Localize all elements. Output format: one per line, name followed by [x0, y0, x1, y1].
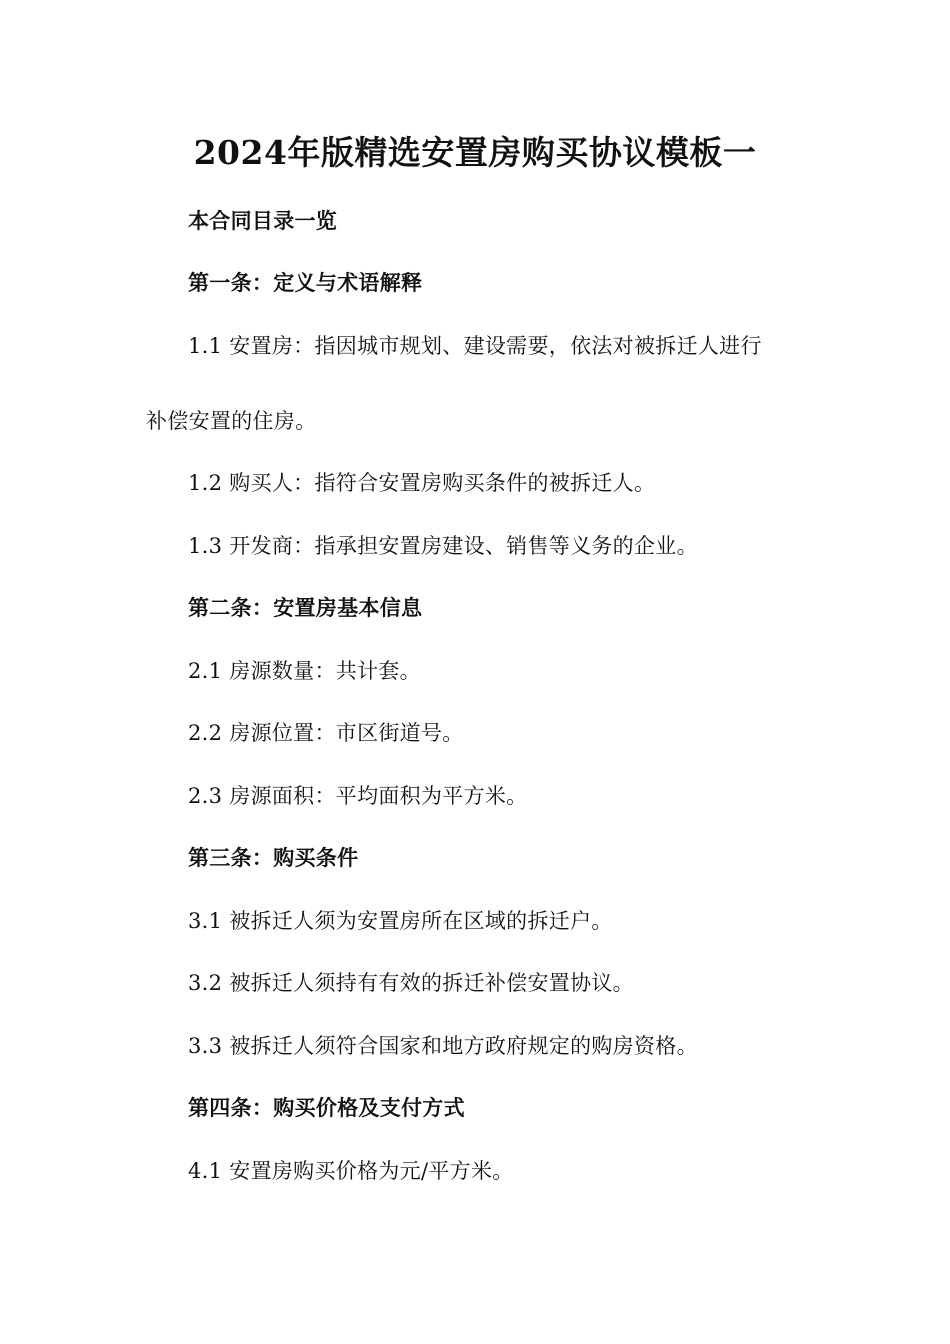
article-1-item-3: 1.3 开发商：指承担安置房建设、销售等义务的企业。 [188, 534, 698, 558]
article-3-item-3: 3.3 被拆迁人须符合国家和地方政府规定的购房资格。 [188, 1034, 698, 1058]
article-4-heading: 第四条：购买价格及支付方式 [188, 1096, 465, 1120]
article-2-item-3: 2.3 房源面积：平均面积为平方米。 [188, 784, 528, 808]
article-3-heading: 第三条：购买条件 [188, 846, 359, 870]
document-title: 2024年版精选安置房购买协议模板一 [193, 133, 757, 172]
article-1-item-2: 1.2 购买人：指符合安置房购买条件的被拆迁人。 [188, 471, 656, 495]
article-1-item-1-line-2: 补偿安置的住房。 [146, 409, 317, 433]
toc-heading: 本合同目录一览 [188, 209, 338, 233]
article-4-item-1: 4.1 安置房购买价格为元/平方米。 [188, 1159, 514, 1183]
article-2-item-1: 2.1 房源数量：共计套。 [188, 659, 421, 683]
article-2-item-2: 2.2 房源位置：市区街道号。 [188, 721, 464, 745]
article-1-heading: 第一条：定义与术语解释 [188, 271, 423, 295]
article-3-item-1: 3.1 被拆迁人须为安置房所在区域的拆迁户。 [188, 909, 613, 933]
article-1-item-1-line-1: 1.1 安置房：指因城市规划、建设需要，依法对被拆迁人进行 [188, 334, 762, 358]
article-2-heading: 第二条：安置房基本信息 [188, 596, 423, 620]
article-3-item-2: 3.2 被拆迁人须持有有效的拆迁补偿安置协议。 [188, 971, 634, 995]
